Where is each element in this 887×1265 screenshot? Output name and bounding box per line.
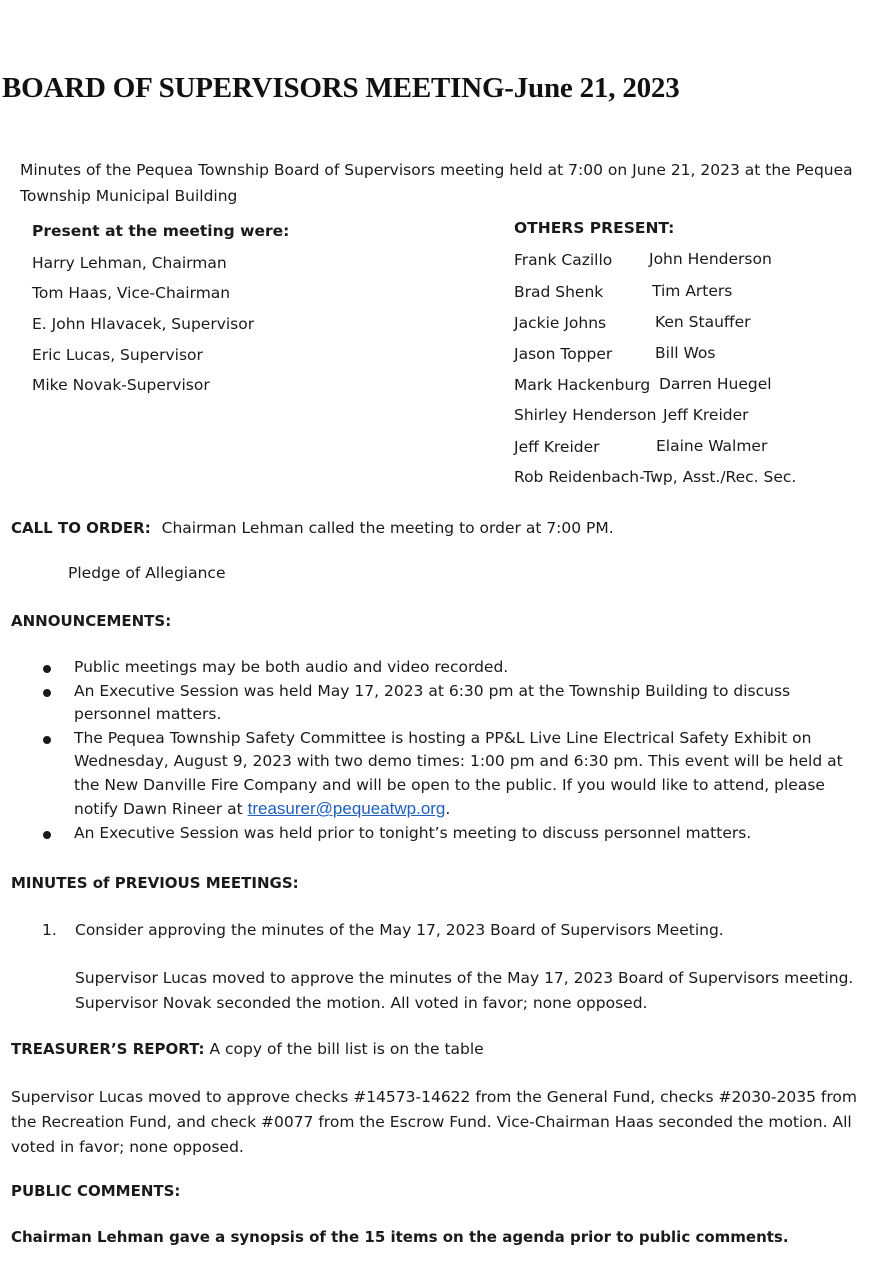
call-to-order-text: Chairman Lehman called the meeting to order at 7:00 PM. [161, 519, 614, 537]
intro-paragraph: Minutes of the Pequea Township Board of Supervisors meeting held at 7:00 on June 21, 2023 at the Pequea Township Municipal Building [20, 161, 853, 205]
minutes-item-number: 1. [42, 921, 57, 939]
minutes-motion: Supervisor Lucas moved to approve the minutes of the May 17, 2023 Board of Supervisors meeting. Supervisor Novak seconded the motion. All voted in favor; none opposed. [75, 969, 854, 1012]
public-comments-synopsis: Chairman Lehman gave a synopsis of the 15 items on the agenda prior to public comments. [11, 1228, 789, 1246]
others-heading: OTHERS PRESENT: [514, 219, 675, 237]
others-name: Ken Stauffer [655, 313, 751, 331]
treasurer-label: TREASURER’S REPORT: [11, 1040, 205, 1058]
announcement-text: The Pequea Township Safety Committee is hosting a PP&L Live Line Electrical Safety Exhibit on Wednesday, August 9, 2023 with two demo times: 1:00 pm and 6:30 pm. This event will be held at the New Danville Fire Company and will be open to the public. If you would like to attend, please notify Dawn Rineer at [74, 728, 843, 818]
others-name: Frank Cazillo [514, 251, 613, 269]
others-name: Jackie Johns [514, 314, 607, 332]
present-heading: Present at the meeting were: [32, 222, 290, 240]
announcements-list [36, 656, 866, 845]
present-name: Eric Lucas, Supervisor [32, 346, 203, 364]
bullet-icon [43, 665, 51, 673]
others-name: Bill Wos [655, 344, 716, 362]
announcement-text: An Executive Session was held prior to tonight’s meeting to discuss personnel matters. [74, 823, 752, 842]
bullet-icon [43, 831, 51, 839]
others-name: Jeff Kreider [663, 406, 749, 424]
others-name: John Henderson [649, 250, 772, 268]
call-to-order-label: CALL TO ORDER: [11, 519, 151, 537]
bullet-icon [43, 689, 51, 697]
list-item [36, 680, 866, 727]
present-name: E. John Hlavacek, Supervisor [32, 315, 255, 333]
list-item [36, 822, 866, 846]
treasurer-email-link[interactable]: treasurer@pequeatwp.org [247, 799, 446, 818]
bullet-icon [43, 736, 51, 744]
others-name: Mark Hackenburg [514, 376, 651, 394]
announcement-text: An Executive Session was held May 17, 2023 at 6:30 pm at the Township Building to discuss personnel matters. [74, 681, 791, 723]
announcements-heading: ANNOUNCEMENTS: [11, 612, 172, 630]
present-name: Harry Lehman, Chairman [32, 254, 227, 272]
others-name: Elaine Walmer [656, 437, 768, 455]
list-item [36, 727, 866, 822]
present-name: Mike Novak-Supervisor [32, 376, 210, 394]
others-name: Jeff Kreider [514, 438, 600, 456]
page-title: BOARD OF SUPERVISORS MEETING-June 21, 2023 [2, 72, 680, 104]
others-name: Rob Reidenbach-Twp, Asst./Rec. Sec. [514, 468, 797, 486]
others-name: Brad Shenk [514, 283, 604, 301]
present-name: Tom Haas, Vice-Chairman [32, 284, 231, 302]
minutes-heading: MINUTES of PREVIOUS MEETINGS: [11, 874, 299, 892]
minutes-item-text: Consider approving the minutes of the May 17, 2023 Board of Supervisors Meeting. [75, 921, 724, 939]
treasurer-motion: Supervisor Lucas moved to approve checks #14573-14622 from the General Fund, checks #2030-2035 from the Recreation Fund, and check #0077 from the Escrow Fund. Vice-Chairman Haas seconded the motion. All voted in favor; none opposed. [11, 1088, 857, 1156]
call-to-order [11, 519, 614, 537]
others-name: Darren Huegel [659, 375, 772, 393]
announcement-text: Public meetings may be both audio and video recorded. [74, 658, 509, 676]
list-item [36, 656, 866, 680]
email-period: . [445, 800, 451, 818]
others-name: Jason Topper [514, 345, 613, 363]
pledge-of-allegiance: Pledge of Allegiance [68, 564, 226, 582]
others-name: Shirley Henderson [514, 406, 657, 424]
treasurer-text: A copy of the bill list is on the table [209, 1040, 484, 1058]
public-comments-heading: PUBLIC COMMENTS: [11, 1182, 181, 1200]
others-name: Tim Arters [652, 282, 733, 300]
treasurer-report [11, 1040, 484, 1058]
